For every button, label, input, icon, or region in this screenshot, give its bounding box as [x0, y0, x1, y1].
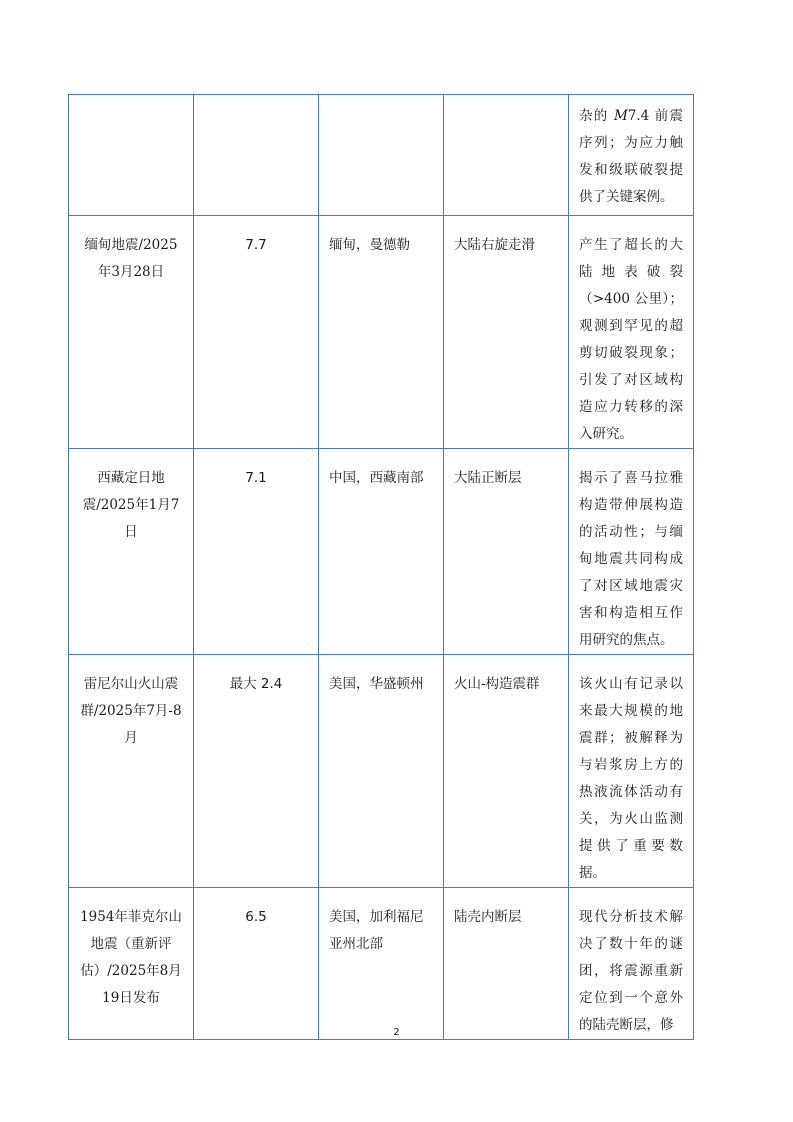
location-cell: 缅甸，曼德勒	[319, 216, 444, 449]
significance-cell: 揭示了喜马拉雅构造带伸展构造的活动性；与缅甸地震共同构成了对区域地震灾害和构造相互作用研究的焦点。	[569, 449, 694, 655]
table-row	[69, 95, 694, 216]
magnitude-cell: 最大 2.4	[194, 655, 319, 888]
table-row	[69, 216, 694, 449]
location-cell: 美国，加利福尼亚州北部	[319, 888, 444, 1040]
event-cell: 1954年菲克尔山地震（重新评估）/2025年8月19日发布	[69, 888, 194, 1040]
page-number: 2	[393, 1027, 400, 1038]
magnitude-cell	[194, 95, 319, 216]
significance-cell	[569, 95, 694, 216]
table-row	[69, 449, 694, 655]
significance-cell: 该火山有记录以来最大规模的地震群；被解释为与岩浆房上方的热液流体活动有关，为火山监测提供了重要数据。	[569, 655, 694, 888]
magnitude-cell: 7.7	[194, 216, 319, 449]
event-cell: 雷尼尔山火山震群/2025年7月-8月	[69, 655, 194, 888]
magnitude-cell: 6.5	[194, 888, 319, 1040]
significance-text-start: 杂的	[579, 108, 614, 124]
magnitude-cell: 7.1	[194, 449, 319, 655]
type-cell: 火山-构造震群	[444, 655, 569, 888]
significance-cell: 现代分析技术解决了数十年的谜团，将震源重新定位到一个意外的陆壳断层，修	[569, 888, 694, 1040]
location-cell: 美国，华盛顿州	[319, 655, 444, 888]
event-cell: 缅甸地震/2025年3月28日	[69, 216, 194, 449]
event-cell	[69, 95, 194, 216]
type-cell	[444, 95, 569, 216]
event-cell: 西藏定日地震/2025年1月7日	[69, 449, 194, 655]
location-cell	[319, 95, 444, 216]
table-row	[69, 655, 694, 888]
earthquake-table	[68, 94, 694, 1040]
location-cell: 中国，西藏南部	[319, 449, 444, 655]
table-row	[69, 888, 694, 1040]
magnitude-symbol: M	[613, 108, 628, 124]
type-cell: 大陆正断层	[444, 449, 569, 655]
significance-text-rest: 7.4 前震序列；为应力触发和级联破裂提供了关键案例。	[579, 108, 684, 205]
significance-cell: 产生了超长的大陆地表破裂（>400 公里）；观测到罕见的超剪切破裂现象；引发了对区域构造应力转移的深入研究。	[569, 216, 694, 449]
type-cell: 陆壳内断层	[444, 888, 569, 1040]
type-cell: 大陆右旋走滑	[444, 216, 569, 449]
